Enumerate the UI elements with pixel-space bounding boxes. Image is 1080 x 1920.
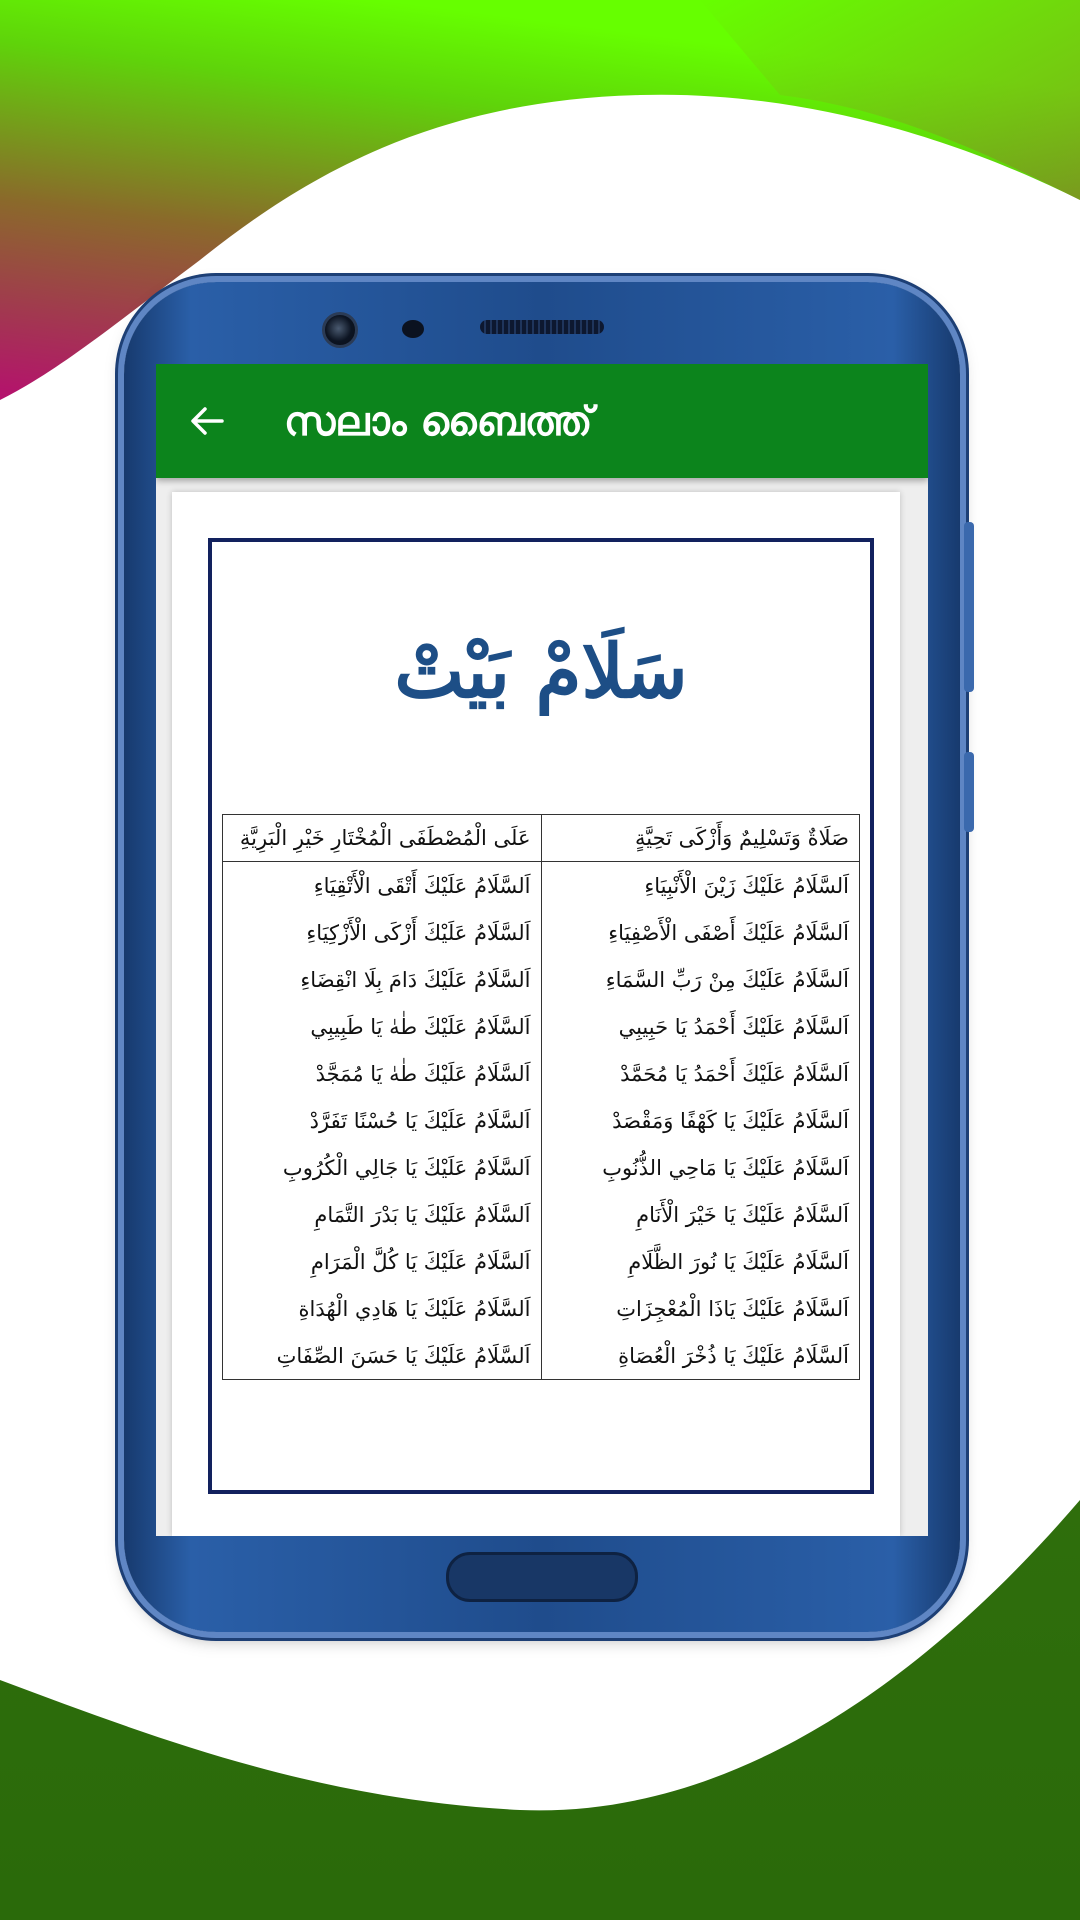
verse-cell: اَلسَّلَامُ عَلَيْكَ يَا حُسْنًا تَفَرَّدْ (223, 1097, 542, 1144)
verse-cell: اَلسَّلَامُ عَلَيْكَ أَحْمَدُ يَا مُحَمَّدْ (541, 1050, 860, 1097)
verse-cell: اَلسَّلَامُ عَلَيْكَ دَامَ بِلَا انْقِضَاءِ (223, 956, 542, 1003)
table-row (223, 1144, 860, 1191)
verse-cell: اَلسَّلَامُ عَلَيْكَ يَا بَدْرَ التَّمَامِ (223, 1191, 542, 1238)
phone-screen (156, 364, 928, 1536)
table-row (223, 1050, 860, 1097)
table-row (223, 862, 860, 910)
verse-cell: اَلسَّلَامُ عَلَيْكَ يَا حَسَنَ الصِّفَاتِ (223, 1332, 542, 1380)
phone-frame (124, 282, 960, 1632)
verses-table (222, 814, 860, 1380)
verse-cell: اَلسَّلَامُ عَلَيْكَ طٰهٰ يَا مُمَجَّدْ (223, 1050, 542, 1097)
volume-button (964, 522, 974, 692)
home-button[interactable] (446, 1552, 638, 1602)
verse-cell: اَلسَّلَامُ عَلَيْكَ يَا جَالِي الْكُرُوبِ (223, 1144, 542, 1191)
verse-cell: اَلسَّلَامُ عَلَيْكَ يَا هَادِي الْهُدَاةِ (223, 1285, 542, 1332)
page-title: സലാം ബൈത്ത് (284, 399, 593, 445)
verse-cell: اَلسَّلَامُ عَلَيْكَ يَا خَيْرَ الْأَنَامِ (541, 1191, 860, 1238)
verse-cell: اَلسَّلَامُ عَلَيْكَ يَا كَهْفًا وَمَقْصَدْ (541, 1097, 860, 1144)
table-header-row (223, 815, 860, 862)
verse-cell: اَلسَّلَامُ عَلَيْكَ يَا ذُخْرَ الْعُصَاةِ (541, 1332, 860, 1380)
table-row (223, 1003, 860, 1050)
table-row (223, 1285, 860, 1332)
app-bar (156, 364, 928, 478)
verse-cell: اَلسَّلَامُ عَلَيْكَ يَاذَا الْمُعْجِزَاتِ (541, 1285, 860, 1332)
table-row (223, 1332, 860, 1380)
verse-cell: اَلسَّلَامُ عَلَيْكَ أَحْمَدُ يَا حَبِيبِي (541, 1003, 860, 1050)
table-row (223, 1097, 860, 1144)
verse-cell: اَلسَّلَامُ عَلَيْكَ زَيْنَ الْأَنْبِيَاءِ (541, 862, 860, 910)
power-button (964, 752, 974, 832)
verse-cell: اَلسَّلَامُ عَلَيْكَ يَا كُلَّ الْمَرَامِ (223, 1238, 542, 1285)
front-camera (322, 312, 358, 348)
verse-cell: اَلسَّلَامُ عَلَيْكَ طٰهٰ يَا طَبِيبِي (223, 1003, 542, 1050)
verse-cell: عَلَى الْمُصْطَفَى الْمُخْتَارِ خَيْرِ الْبَرِيَّةِ (223, 815, 542, 862)
document-heading: سَلَامْ بَيْتْ (394, 629, 688, 715)
document-page[interactable] (172, 492, 900, 1536)
proximity-sensor (402, 320, 424, 338)
back-button[interactable] (178, 392, 236, 450)
verse-cell: صَلَاةٌ وَتَسْلِيمٌ وَأَزْكَى تَحِيَّةٍ (541, 815, 860, 862)
verse-cell: اَلسَّلَامُ عَلَيْكَ يَا مَاحِي الذُّنُوبِ (541, 1144, 860, 1191)
table-row (223, 1238, 860, 1285)
table-row (223, 956, 860, 1003)
verse-cell: اَلسَّلَامُ عَلَيْكَ أَتْقَى الْأَتْقِيَاءِ (223, 862, 542, 910)
table-row (223, 1191, 860, 1238)
verse-cell: اَلسَّلَامُ عَلَيْكَ أَصْفَى الْأَصْفِيَاءِ (541, 909, 860, 956)
verse-cell: اَلسَّلَامُ عَلَيْكَ يَا نُورَ الظَّلَامِ (541, 1238, 860, 1285)
verse-cell: اَلسَّلَامُ عَلَيْكَ مِنْ رَبِّ السَّمَاءِ (541, 956, 860, 1003)
verse-cell: اَلسَّلَامُ عَلَيْكَ أَزْكَى الْأَزْكِيَاءِ (223, 909, 542, 956)
earpiece-speaker (480, 320, 604, 334)
document-frame (208, 538, 874, 1494)
table-row (223, 909, 860, 956)
arrow-left-icon (190, 406, 224, 436)
